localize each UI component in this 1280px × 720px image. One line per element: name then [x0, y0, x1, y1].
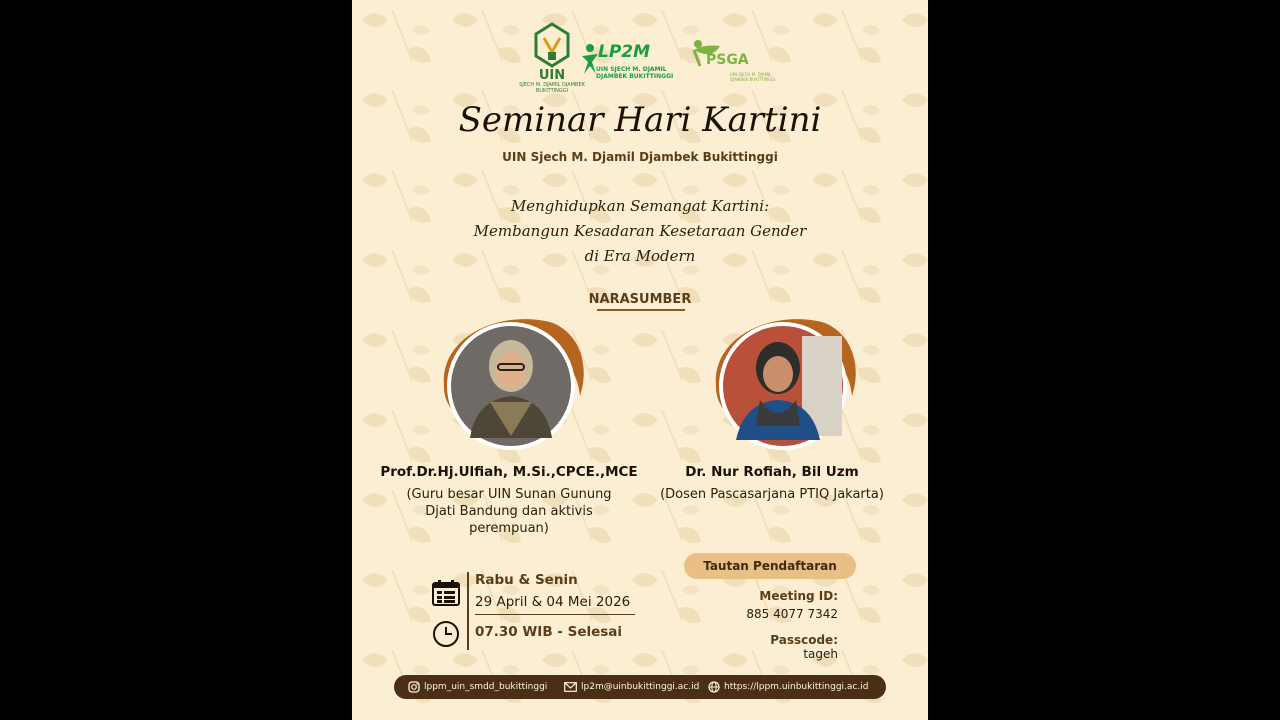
email-icon	[564, 682, 577, 692]
footer-instagram[interactable]	[408, 675, 547, 699]
psga-logo	[686, 38, 776, 80]
lp2m-logo-sub: UIN SJECH M. DJAMIL DJAMBEK BUKITTINGGI	[596, 66, 674, 80]
seminar-theme	[352, 194, 928, 269]
passcode-label: Passcode:	[770, 633, 838, 647]
instagram-icon	[408, 681, 420, 693]
theme-line: di Era Modern	[584, 247, 696, 265]
theme-line: Membangun Kesadaran Kesetaraan Gender	[473, 222, 807, 240]
narasumber-underline	[597, 309, 685, 311]
calendar-icon	[432, 580, 460, 606]
speaker-2-name: Dr. Nur Rofiah, Bil Uzm	[685, 464, 859, 480]
poster-title: Seminar Hari Kartini	[458, 100, 822, 140]
schedule-time: 07.30 WIB - Selesai	[475, 624, 623, 640]
schedule-days: Rabu & Senin	[475, 572, 578, 588]
speaker-1-desc-line: perempuan)	[469, 521, 549, 536]
uin-logo	[519, 22, 585, 94]
poster-subtitle: UIN Sjech M. Djamil Djambek Bukittinggi	[502, 150, 778, 164]
meeting-id-label: Meeting ID:	[759, 589, 838, 603]
instagram-handle: lppm_uin_smdd_bukittinggi	[424, 682, 548, 692]
speaker-1-desc-line: (Guru besar UIN Sunan Gunung	[406, 487, 612, 502]
speaker-1-desc-line: Djati Bandung dan aktivis	[425, 504, 593, 519]
footer-email[interactable]	[564, 675, 699, 699]
website-url: https://lppm.uinbukittinggi.ac.id	[724, 682, 869, 692]
meeting-id-value: 885 4077 7342	[746, 607, 838, 621]
lp2m-logo	[580, 42, 676, 82]
schedule-divider	[467, 572, 469, 650]
footer-website[interactable]	[708, 675, 868, 699]
psga-logo-name: PSGA	[706, 52, 749, 68]
speaker-2-description	[642, 486, 902, 503]
globe-icon	[708, 681, 720, 693]
email-address: lp2m@uinbukittinggi.ac.id	[581, 682, 700, 692]
narasumber-heading: NARASUMBER	[588, 292, 692, 307]
registration-link-button[interactable]: Tautan Pendaftaran	[684, 553, 856, 579]
speaker-2-desc-line: (Dosen Pascasarjana PTIQ Jakarta)	[660, 487, 884, 502]
contact-footer	[394, 675, 886, 699]
uin-logo-sub: SJECH M. DJAMIL DJAMBEK BUKITTINGGI	[519, 82, 585, 94]
seminar-poster	[352, 0, 928, 720]
speaker-1-photo-frame	[430, 316, 590, 456]
schedule-dates: 29 April & 04 Mei 2026	[475, 594, 631, 610]
uin-emblem-icon	[524, 22, 580, 70]
psga-logo-sub: UIN SJECH M. DJAMIL DJAMBEK BUKITTINGGI	[730, 72, 776, 82]
passcode-value: tageh	[803, 647, 838, 661]
clock-icon	[432, 620, 460, 648]
speaker-2-photo-frame	[702, 316, 862, 456]
lp2m-logo-name: LP2M	[598, 42, 651, 62]
uin-logo-name: UIN	[538, 68, 566, 83]
schedule-separator	[475, 614, 635, 615]
speaker-1-name: Prof.Dr.Hj.Ulfiah, M.Si.,CPCE.,MCE	[380, 464, 638, 480]
speaker-1-description	[362, 486, 656, 537]
theme-line: Menghidupkan Semangat Kartini:	[510, 197, 770, 215]
